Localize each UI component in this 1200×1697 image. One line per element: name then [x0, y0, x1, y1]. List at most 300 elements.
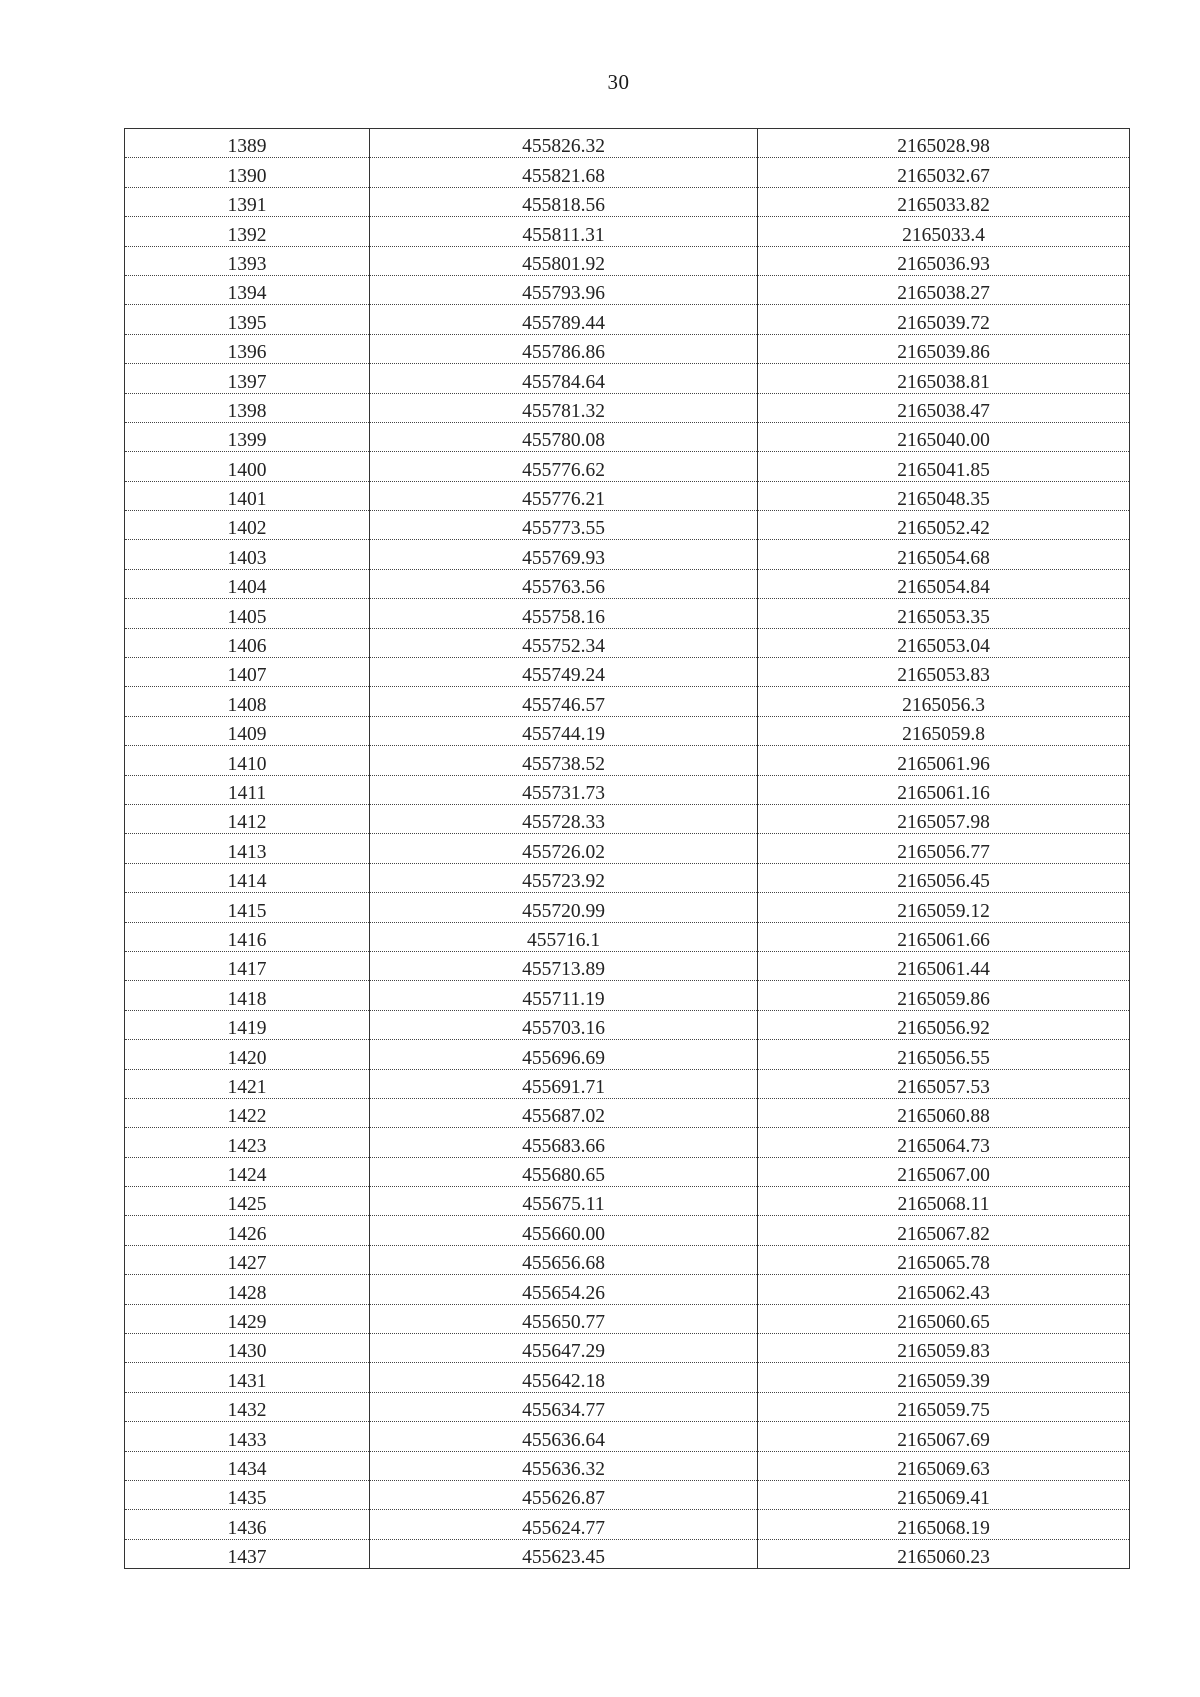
point-number-cell	[125, 951, 370, 980]
x-coordinate-cell	[370, 1304, 758, 1333]
y-coordinate-cell	[758, 1510, 1130, 1539]
cell-text: 2165048.35	[897, 489, 990, 511]
x-coordinate-cell	[370, 1098, 758, 1127]
cell-text: 455776.21	[522, 489, 605, 511]
table-row	[125, 1422, 1130, 1451]
cell-text: 1389	[227, 136, 267, 158]
point-number-cell	[125, 1363, 370, 1392]
x-coordinate-cell	[370, 1216, 758, 1245]
cell-text: 1434	[227, 1458, 267, 1480]
table-row	[125, 422, 1130, 451]
table-row	[125, 481, 1130, 510]
cell-text: 2165059.12	[897, 900, 990, 922]
cell-text: 2165059.8	[902, 724, 985, 746]
x-coordinate-cell	[370, 1480, 758, 1509]
cell-text: 455696.69	[522, 1047, 605, 1069]
point-number-cell	[125, 658, 370, 687]
cell-text: 1404	[227, 577, 267, 599]
cell-text: 1416	[227, 929, 267, 951]
cell-text: 2165059.86	[897, 988, 990, 1010]
y-coordinate-cell	[758, 1216, 1130, 1245]
point-number-cell	[125, 569, 370, 598]
y-coordinate-cell	[758, 1304, 1130, 1333]
cell-text: 2165067.82	[897, 1223, 990, 1245]
x-coordinate-cell	[370, 775, 758, 804]
y-coordinate-cell	[758, 893, 1130, 922]
y-coordinate-cell	[758, 1010, 1130, 1039]
point-number-cell	[125, 1451, 370, 1480]
point-number-cell	[125, 158, 370, 187]
x-coordinate-cell	[370, 1187, 758, 1216]
point-number-cell	[125, 628, 370, 657]
cell-text: 455723.92	[522, 871, 605, 893]
y-coordinate-cell	[758, 628, 1130, 657]
x-coordinate-cell	[370, 364, 758, 393]
cell-text: 455624.77	[522, 1517, 605, 1539]
point-number-cell	[125, 217, 370, 246]
table-row	[125, 1010, 1130, 1039]
table-row	[125, 1363, 1130, 1392]
cell-text: 2165062.43	[897, 1282, 990, 1304]
point-number-cell	[125, 187, 370, 216]
y-coordinate-cell	[758, 334, 1130, 363]
cell-text: 2165069.41	[897, 1488, 990, 1510]
cell-text: 1400	[227, 459, 267, 481]
cell-text: 455720.99	[522, 900, 605, 922]
point-number-cell	[125, 863, 370, 892]
y-coordinate-cell	[758, 129, 1130, 158]
point-number-cell	[125, 834, 370, 863]
cell-text: 455647.29	[522, 1341, 605, 1363]
y-coordinate-cell	[758, 687, 1130, 716]
point-number-cell	[125, 1040, 370, 1069]
x-coordinate-cell	[370, 1040, 758, 1069]
point-number-cell	[125, 1157, 370, 1186]
cell-text: 1398	[227, 400, 267, 422]
cell-text: 1397	[227, 371, 267, 393]
cell-text: 455763.56	[522, 577, 605, 599]
cell-text: 455660.00	[522, 1223, 605, 1245]
table-row	[125, 1510, 1130, 1539]
cell-text: 2165057.53	[897, 1076, 990, 1098]
cell-text: 2165032.67	[897, 165, 990, 187]
cell-text: 2165052.42	[897, 518, 990, 540]
y-coordinate-cell	[758, 1245, 1130, 1274]
point-number-cell	[125, 393, 370, 422]
y-coordinate-cell	[758, 1275, 1130, 1304]
cell-text: 2165069.63	[897, 1458, 990, 1480]
x-coordinate-cell	[370, 628, 758, 657]
x-coordinate-cell	[370, 393, 758, 422]
cell-text: 1425	[227, 1194, 267, 1216]
cell-text: 455703.16	[522, 1018, 605, 1040]
point-number-cell	[125, 275, 370, 304]
x-coordinate-cell	[370, 951, 758, 980]
point-number-cell	[125, 422, 370, 451]
cell-text: 1405	[227, 606, 267, 628]
table-row	[125, 863, 1130, 892]
point-number-cell	[125, 305, 370, 334]
x-coordinate-cell	[370, 452, 758, 481]
x-coordinate-cell	[370, 187, 758, 216]
x-coordinate-cell	[370, 1128, 758, 1157]
cell-text: 2165028.98	[897, 136, 990, 158]
y-coordinate-cell	[758, 540, 1130, 569]
table-body	[125, 129, 1130, 1569]
cell-text: 1412	[227, 812, 267, 834]
table-row	[125, 217, 1130, 246]
point-number-cell	[125, 981, 370, 1010]
y-coordinate-cell	[758, 1040, 1130, 1069]
y-coordinate-cell	[758, 511, 1130, 540]
cell-text: 1391	[227, 195, 267, 217]
cell-text: 2165056.3	[902, 694, 985, 716]
x-coordinate-cell	[370, 481, 758, 510]
cell-text: 2165064.73	[897, 1135, 990, 1157]
cell-text: 2165033.82	[897, 195, 990, 217]
cell-text: 1433	[227, 1429, 267, 1451]
cell-text: 1432	[227, 1400, 267, 1422]
y-coordinate-cell	[758, 1422, 1130, 1451]
point-number-cell	[125, 1128, 370, 1157]
x-coordinate-cell	[370, 1539, 758, 1568]
cell-text: 2165061.16	[897, 782, 990, 804]
table-row	[125, 1187, 1130, 1216]
cell-text: 2165056.45	[897, 871, 990, 893]
cell-text: 1422	[227, 1106, 267, 1128]
y-coordinate-cell	[758, 716, 1130, 745]
cell-text: 1395	[227, 312, 267, 334]
x-coordinate-cell	[370, 1363, 758, 1392]
table-row	[125, 511, 1130, 540]
x-coordinate-cell	[370, 334, 758, 363]
cell-text: 2165038.81	[897, 371, 990, 393]
cell-text: 455680.65	[522, 1165, 605, 1187]
point-number-cell	[125, 1187, 370, 1216]
x-coordinate-cell	[370, 716, 758, 745]
point-number-cell	[125, 1245, 370, 1274]
cell-text: 455623.45	[522, 1547, 605, 1569]
cell-text: 2165038.27	[897, 283, 990, 305]
cell-text: 455780.08	[522, 430, 605, 452]
cell-text: 1396	[227, 342, 267, 364]
cell-text: 1393	[227, 253, 267, 275]
table-row	[125, 158, 1130, 187]
x-coordinate-cell	[370, 275, 758, 304]
y-coordinate-cell	[758, 599, 1130, 628]
cell-text: 1406	[227, 636, 267, 658]
cell-text: 1429	[227, 1312, 267, 1334]
point-number-cell	[125, 687, 370, 716]
table-row	[125, 1334, 1130, 1363]
cell-text: 1401	[227, 489, 267, 511]
table-row	[125, 687, 1130, 716]
table-row	[125, 804, 1130, 833]
y-coordinate-cell	[758, 393, 1130, 422]
x-coordinate-cell	[370, 599, 758, 628]
cell-text: 2165054.68	[897, 547, 990, 569]
y-coordinate-cell	[758, 834, 1130, 863]
cell-text: 1408	[227, 694, 267, 716]
y-coordinate-cell	[758, 275, 1130, 304]
y-coordinate-cell	[758, 922, 1130, 951]
y-coordinate-cell	[758, 481, 1130, 510]
table-row	[125, 275, 1130, 304]
point-number-cell	[125, 1069, 370, 1098]
point-number-cell	[125, 716, 370, 745]
y-coordinate-cell	[758, 746, 1130, 775]
point-number-cell	[125, 804, 370, 833]
cell-text: 2165060.88	[897, 1106, 990, 1128]
cell-text: 2165040.00	[897, 430, 990, 452]
table-row	[125, 1392, 1130, 1421]
table-row	[125, 599, 1130, 628]
y-coordinate-cell	[758, 804, 1130, 833]
cell-text: 2165056.55	[897, 1047, 990, 1069]
cell-text: 455758.16	[522, 606, 605, 628]
table-row	[125, 334, 1130, 363]
point-number-cell	[125, 775, 370, 804]
table-row	[125, 893, 1130, 922]
x-coordinate-cell	[370, 746, 758, 775]
table-row	[125, 1304, 1130, 1333]
point-number-cell	[125, 364, 370, 393]
cell-text: 455826.32	[522, 136, 605, 158]
cell-text: 2165053.35	[897, 606, 990, 628]
cell-text: 455675.11	[522, 1194, 605, 1216]
y-coordinate-cell	[758, 158, 1130, 187]
cell-text: 455746.57	[522, 694, 605, 716]
x-coordinate-cell	[370, 1275, 758, 1304]
x-coordinate-cell	[370, 1157, 758, 1186]
point-number-cell	[125, 540, 370, 569]
cell-text: 1411	[227, 782, 267, 804]
table-row	[125, 1451, 1130, 1480]
cell-text: 455811.31	[522, 224, 605, 246]
cell-text: 455793.96	[522, 283, 605, 305]
y-coordinate-cell	[758, 1187, 1130, 1216]
x-coordinate-cell	[370, 422, 758, 451]
table-row	[125, 364, 1130, 393]
cell-text: 1431	[227, 1370, 267, 1392]
cell-text: 455744.19	[522, 724, 605, 746]
page-number: 30	[607, 70, 630, 94]
table-row	[125, 1539, 1130, 1568]
x-coordinate-cell	[370, 1010, 758, 1039]
cell-text: 455773.55	[522, 518, 605, 540]
cell-text: 1436	[227, 1517, 267, 1539]
point-number-cell	[125, 1539, 370, 1568]
table-row	[125, 951, 1130, 980]
cell-text: 2165061.44	[897, 959, 990, 981]
cell-text: 1417	[227, 959, 267, 981]
y-coordinate-cell	[758, 305, 1130, 334]
cell-text: 455789.44	[522, 312, 605, 334]
point-number-cell	[125, 1422, 370, 1451]
cell-text: 1414	[227, 871, 267, 893]
point-number-cell	[125, 893, 370, 922]
point-number-cell	[125, 922, 370, 951]
y-coordinate-cell	[758, 217, 1130, 246]
table-row	[125, 1480, 1130, 1509]
cell-text: 455634.77	[522, 1400, 605, 1422]
table-row	[125, 1216, 1130, 1245]
x-coordinate-cell	[370, 834, 758, 863]
cell-text: 1420	[227, 1047, 267, 1069]
cell-text: 455687.02	[522, 1106, 605, 1128]
x-coordinate-cell	[370, 893, 758, 922]
table-row	[125, 1157, 1130, 1186]
cell-text: 455691.71	[522, 1076, 605, 1098]
y-coordinate-cell	[758, 187, 1130, 216]
cell-text: 2165053.04	[897, 636, 990, 658]
cell-text: 1418	[227, 988, 267, 1010]
point-number-cell	[125, 334, 370, 363]
cell-text: 455636.32	[522, 1458, 605, 1480]
table-row	[125, 628, 1130, 657]
cell-text: 2165067.69	[897, 1429, 990, 1451]
x-coordinate-cell	[370, 1392, 758, 1421]
cell-text: 2165059.83	[897, 1341, 990, 1363]
table-row	[125, 1245, 1130, 1274]
table-row	[125, 834, 1130, 863]
coordinates-table	[124, 128, 1130, 1569]
cell-text: 2165033.4	[902, 224, 985, 246]
y-coordinate-cell	[758, 422, 1130, 451]
x-coordinate-cell	[370, 804, 758, 833]
cell-text: 1392	[227, 224, 267, 246]
y-coordinate-cell	[758, 1334, 1130, 1363]
cell-text: 455818.56	[522, 195, 605, 217]
cell-text: 1409	[227, 724, 267, 746]
cell-text: 2165036.93	[897, 253, 990, 275]
x-coordinate-cell	[370, 569, 758, 598]
y-coordinate-cell	[758, 1451, 1130, 1480]
cell-text: 2165061.66	[897, 929, 990, 951]
cell-text: 2165065.78	[897, 1253, 990, 1275]
cell-text: 1430	[227, 1341, 267, 1363]
point-number-cell	[125, 481, 370, 510]
cell-text: 455821.68	[522, 165, 605, 187]
table-row	[125, 540, 1130, 569]
cell-text: 2165039.72	[897, 312, 990, 334]
y-coordinate-cell	[758, 1128, 1130, 1157]
cell-text: 1415	[227, 900, 267, 922]
point-number-cell	[125, 511, 370, 540]
table-row	[125, 393, 1130, 422]
x-coordinate-cell	[370, 1069, 758, 1098]
y-coordinate-cell	[758, 1480, 1130, 1509]
cell-text: 1421	[227, 1076, 267, 1098]
cell-text: 1424	[227, 1165, 267, 1187]
y-coordinate-cell	[758, 1539, 1130, 1568]
y-coordinate-cell	[758, 364, 1130, 393]
cell-text: 2165041.85	[897, 459, 990, 481]
cell-text: 455749.24	[522, 665, 605, 687]
table-row	[125, 658, 1130, 687]
table-row	[125, 981, 1130, 1010]
x-coordinate-cell	[370, 863, 758, 892]
cell-text: 455769.93	[522, 547, 605, 569]
point-number-cell	[125, 129, 370, 158]
point-number-cell	[125, 1010, 370, 1039]
point-number-cell	[125, 746, 370, 775]
cell-text: 2165059.39	[897, 1370, 990, 1392]
cell-text: 1419	[227, 1018, 267, 1040]
table-row	[125, 452, 1130, 481]
cell-text: 455716.1	[526, 929, 601, 951]
x-coordinate-cell	[370, 1245, 758, 1274]
cell-text: 2165039.86	[897, 342, 990, 364]
y-coordinate-cell	[758, 452, 1130, 481]
x-coordinate-cell	[370, 658, 758, 687]
cell-text: 455801.92	[522, 253, 605, 275]
x-coordinate-cell	[370, 511, 758, 540]
cell-text: 455713.89	[522, 959, 605, 981]
cell-text: 2165061.96	[897, 753, 990, 775]
cell-text: 455786.86	[522, 342, 605, 364]
cell-text: 1426	[227, 1223, 267, 1245]
cell-text: 1428	[227, 1282, 267, 1304]
cell-text: 2165068.11	[897, 1194, 990, 1216]
cell-text: 455781.32	[522, 400, 605, 422]
point-number-cell	[125, 452, 370, 481]
cell-text: 455738.52	[522, 753, 605, 775]
cell-text: 1399	[227, 430, 267, 452]
cell-text: 2165056.77	[897, 841, 990, 863]
cell-text: 455683.66	[522, 1135, 605, 1157]
table-row	[125, 716, 1130, 745]
table-row	[125, 1275, 1130, 1304]
table-row	[125, 129, 1130, 158]
x-coordinate-cell	[370, 246, 758, 275]
cell-text: 1423	[227, 1135, 267, 1157]
table-row	[125, 1128, 1130, 1157]
cell-text: 455656.68	[522, 1253, 605, 1275]
cell-text: 455784.64	[522, 371, 605, 393]
x-coordinate-cell	[370, 129, 758, 158]
cell-text: 1427	[227, 1253, 267, 1275]
x-coordinate-cell	[370, 217, 758, 246]
cell-text: 1390	[227, 165, 267, 187]
cell-text: 455650.77	[522, 1312, 605, 1334]
cell-text: 2165054.84	[897, 577, 990, 599]
point-number-cell	[125, 1275, 370, 1304]
cell-text: 2165053.83	[897, 665, 990, 687]
y-coordinate-cell	[758, 246, 1130, 275]
table-row	[125, 1069, 1130, 1098]
table-row	[125, 922, 1130, 951]
point-number-cell	[125, 246, 370, 275]
table-row	[125, 187, 1130, 216]
table-row	[125, 1098, 1130, 1127]
cell-text: 455776.62	[522, 459, 605, 481]
point-number-cell	[125, 1480, 370, 1509]
cell-text: 1403	[227, 547, 267, 569]
y-coordinate-cell	[758, 981, 1130, 1010]
cell-text: 455731.73	[522, 782, 605, 804]
cell-text: 455726.02	[522, 841, 605, 863]
x-coordinate-cell	[370, 158, 758, 187]
point-number-cell	[125, 1098, 370, 1127]
cell-text: 455654.26	[522, 1282, 605, 1304]
table-row	[125, 746, 1130, 775]
y-coordinate-cell	[758, 951, 1130, 980]
cell-text: 2165059.75	[897, 1400, 990, 1422]
point-number-cell	[125, 1510, 370, 1539]
x-coordinate-cell	[370, 1422, 758, 1451]
cell-text: 1394	[227, 283, 267, 305]
